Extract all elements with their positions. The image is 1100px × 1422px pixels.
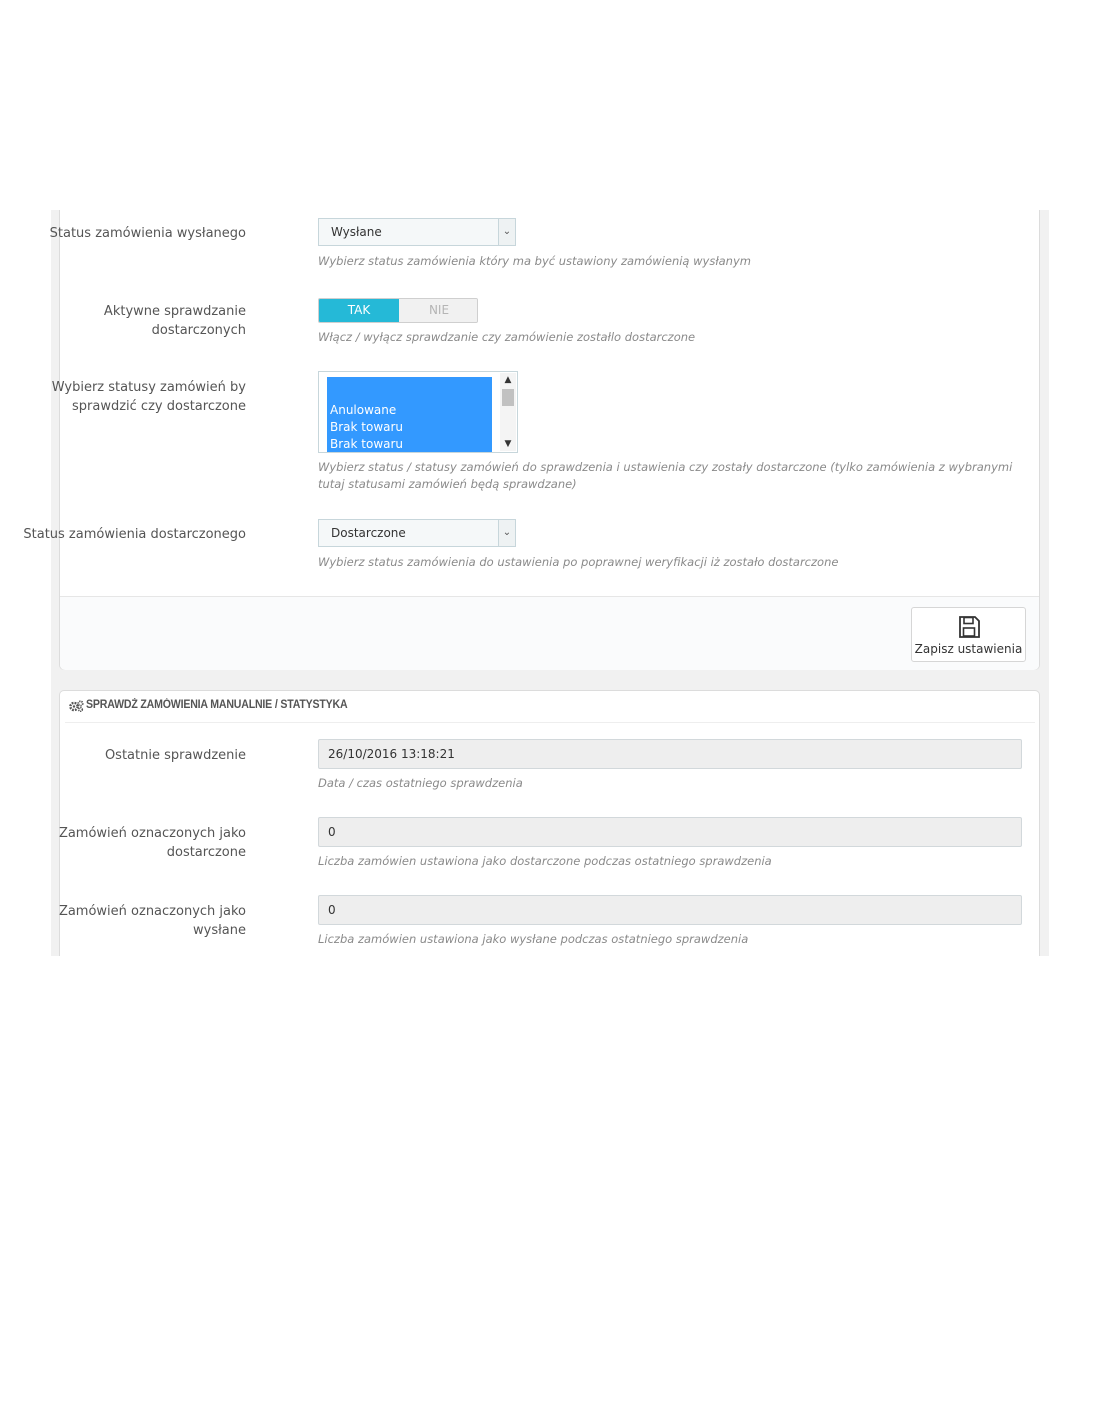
delivered-status-label: Status zamówienia dostarczonego — [23, 527, 246, 542]
sent-status-label: Status zamówienia wysłanego — [49, 226, 246, 241]
multiselect-options — [327, 377, 492, 452]
statuses-to-check-help: Wybierz status / statusy zamówień do sprawdzenia i ustawienia czy zostały dostarczone (tylko zamówienia z wybranymi tutaj statusami zamówień będą sprawdzane) — [318, 460, 1013, 491]
scrollbar-thumb[interactable] — [502, 389, 514, 406]
delivered-status-select[interactable] — [318, 519, 516, 547]
chevron-down-icon[interactable]: ⌄ — [498, 219, 515, 245]
save-settings-label: Zapisz ustawienia — [914, 642, 1023, 656]
stats-panel — [59, 690, 1040, 956]
sent-status-select[interactable] — [318, 218, 516, 246]
scroll-down-icon[interactable]: ▼ — [504, 439, 512, 449]
switch-option-nie[interactable]: NIE — [399, 299, 478, 322]
statuses-to-check-label: Wybierz statusy zamówień by sprawdzić czy dostarczone — [51, 380, 246, 414]
statuses-multiselect[interactable] — [318, 371, 518, 453]
scroll-up-icon[interactable]: ▲ — [504, 375, 512, 385]
switch-option-tak[interactable]: TAK — [319, 299, 399, 322]
last-check-help: Data / czas ostatniego sprawdzenia — [318, 776, 523, 790]
panel-title: SPRAWDŹ ZAMÓWIENIA MANUALNIE / STATYSTYKA — [86, 699, 348, 711]
settings-panel — [23, 210, 1040, 670]
last-check-label: Ostatnie sprawdzenie — [104, 748, 246, 763]
sent-status-value: Wysłane — [331, 225, 382, 239]
marked-sent-help: Liczba zamówien ustawiona jako wysłane podczas ostatniego sprawdzenia — [318, 932, 749, 946]
marked-sent-label: Zamówień oznaczonych jako wysłane — [58, 904, 246, 938]
multiselect-scrollbar[interactable] — [500, 373, 516, 451]
last-check-field: 26/10/2016 13:18:21 — [318, 739, 1022, 769]
delivered-status-help: Wybierz status zamówienia do ustawienia po poprawnej weryfikacji iż zostało dostarczone — [318, 555, 839, 569]
marked-delivered-help: Liczba zamówien ustawiona jako dostarczone podczas ostatniego sprawdzenia — [318, 854, 772, 868]
floppy-disk-icon — [957, 615, 981, 639]
active-check-help: Włącz / wyłącz sprawdzanie czy zamówienie zostałlo dostarczone — [318, 330, 696, 344]
chevron-down-icon[interactable]: ⌄ — [498, 520, 515, 546]
active-check-label: Aktywne sprawdzanie dostarczonych — [103, 304, 246, 338]
marked-delivered-label: Zamówień oznaczonych jako dostarczone — [58, 826, 246, 860]
cogs-icon — [69, 700, 84, 712]
marked-delivered-field: 0 — [318, 817, 1022, 847]
panel-heading — [65, 691, 1035, 723]
multiselect-option[interactable]: Anulowane — [330, 403, 397, 417]
save-settings-button[interactable] — [911, 607, 1026, 662]
marked-sent-field: 0 — [318, 895, 1022, 925]
active-check-switch[interactable] — [318, 298, 478, 323]
panel-footer — [60, 596, 1039, 670]
multiselect-option[interactable]: Brak towaru — [330, 437, 404, 451]
delivered-status-value: Dostarczone — [331, 526, 406, 540]
sent-status-help: Wybierz status zamówienia który ma być ustawiony zamówienią wysłanym — [318, 254, 751, 268]
multiselect-option[interactable]: Brak towaru — [330, 420, 404, 434]
